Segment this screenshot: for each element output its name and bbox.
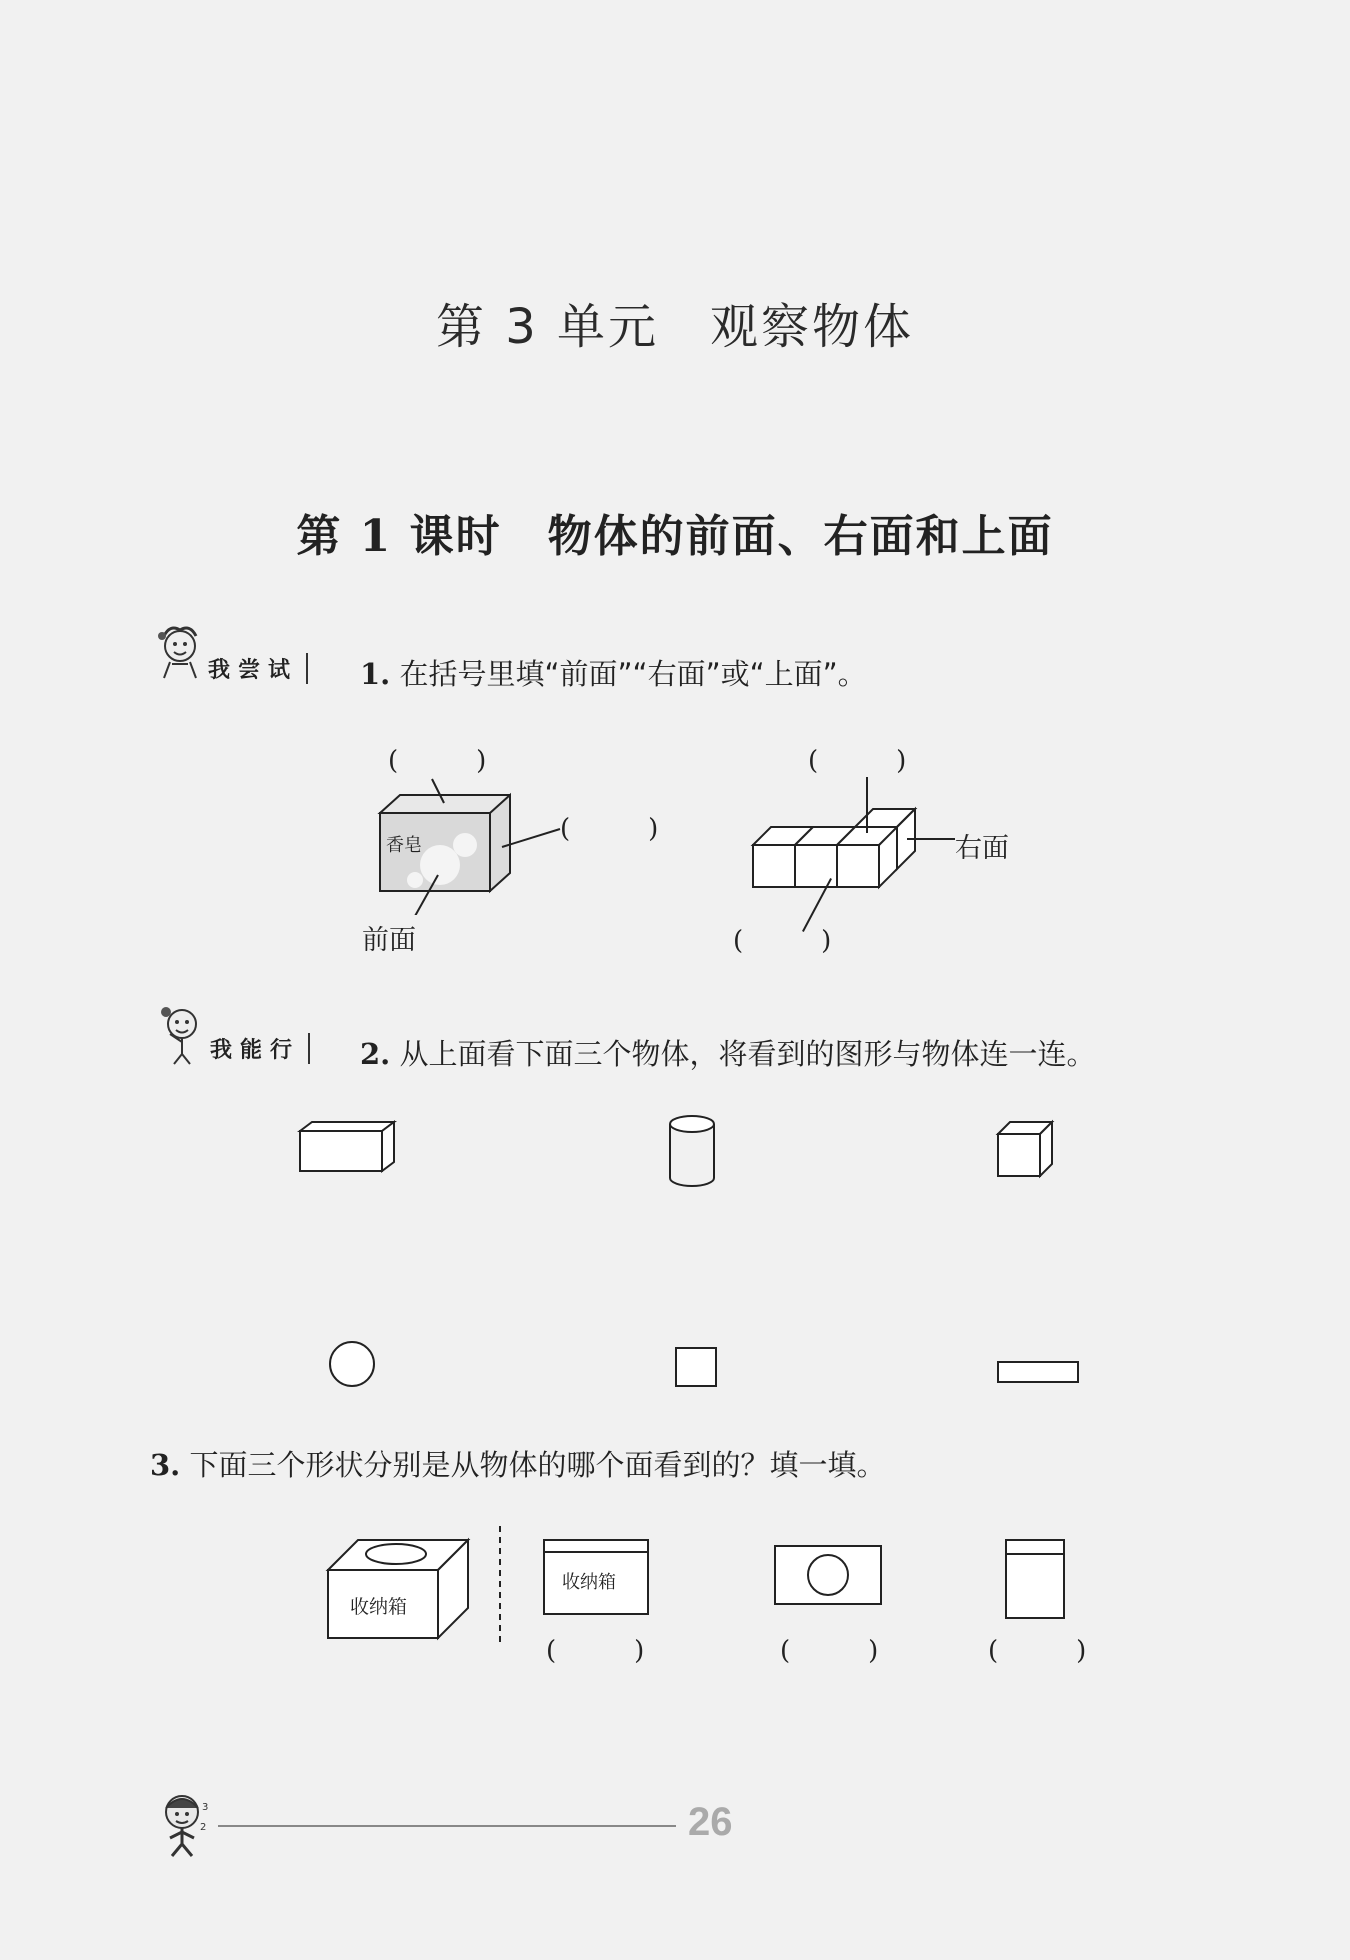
q2-objects — [0, 1100, 1350, 1400]
blank-top-view[interactable]: ( ) — [780, 1636, 879, 1666]
blank-cubes-front[interactable]: ( ) — [733, 926, 832, 956]
cuboid-object[interactable] — [300, 1122, 394, 1171]
square-shape[interactable] — [676, 1348, 716, 1386]
cylinder-object[interactable] — [670, 1116, 714, 1186]
page-number: 26 — [688, 1800, 733, 1844]
svg-text:2: 2 — [200, 1822, 207, 1833]
blank-cubes-top[interactable]: ( ) — [808, 746, 907, 776]
question-3-text: 下面三个形状分别是从物体的哪个面看到的？填一填。 — [189, 1448, 886, 1482]
blank-right-view[interactable]: ( ) — [988, 1636, 1087, 1666]
cube-object[interactable] — [998, 1122, 1052, 1176]
question-3 — [150, 1443, 886, 1484]
unit-title: 第 3 单元 观察物体 — [435, 299, 915, 355]
question-1-text: 在括号里填“前面”“右面”或“上面”。 — [399, 657, 867, 691]
question-1-number: 1. — [360, 657, 391, 691]
soap-box-text: 香皂 — [386, 835, 422, 856]
q3-figures — [0, 1510, 1350, 1690]
cube-structure-figure — [745, 775, 965, 935]
label-front: 前面 — [362, 925, 416, 956]
badge-try: 我尝试 — [208, 653, 308, 684]
front-view-label: 收纳箱 — [562, 1572, 616, 1593]
question-1 — [360, 652, 867, 693]
right-view-shape — [1006, 1540, 1064, 1618]
svg-text:3: 3 — [202, 1802, 209, 1813]
mascot-girl-icon — [152, 1002, 208, 1066]
blank-soap-right[interactable]: ( ) — [560, 814, 659, 844]
blank-soap-top[interactable]: ( ) — [388, 746, 487, 776]
circle-shape[interactable] — [330, 1342, 374, 1386]
question-2 — [360, 1032, 1096, 1073]
top-view-shape — [775, 1546, 881, 1604]
storage-box-object — [328, 1540, 468, 1638]
question-2-number: 2. — [360, 1037, 391, 1071]
footer-rule — [218, 1825, 676, 1827]
lesson-title: 第 1 课时 物体的前面、右面和上面 — [296, 511, 1054, 562]
mascot-girl-icon — [150, 622, 206, 686]
blank-front-view[interactable]: ( ) — [546, 1636, 645, 1666]
badge-can-do: 我能行 — [210, 1033, 310, 1064]
rectangle-shape[interactable] — [998, 1362, 1078, 1382]
mascot-boy-icon — [150, 1790, 216, 1860]
label-right: 右面 — [955, 833, 1009, 864]
front-view-shape — [544, 1540, 648, 1614]
storage-box-label: 收纳箱 — [350, 1596, 408, 1618]
question-3-number: 3. — [150, 1448, 181, 1482]
question-2-text: 从上面看下面三个物体，将看到的图形与物体连一连。 — [399, 1037, 1096, 1071]
soap-box-figure — [370, 775, 570, 915]
